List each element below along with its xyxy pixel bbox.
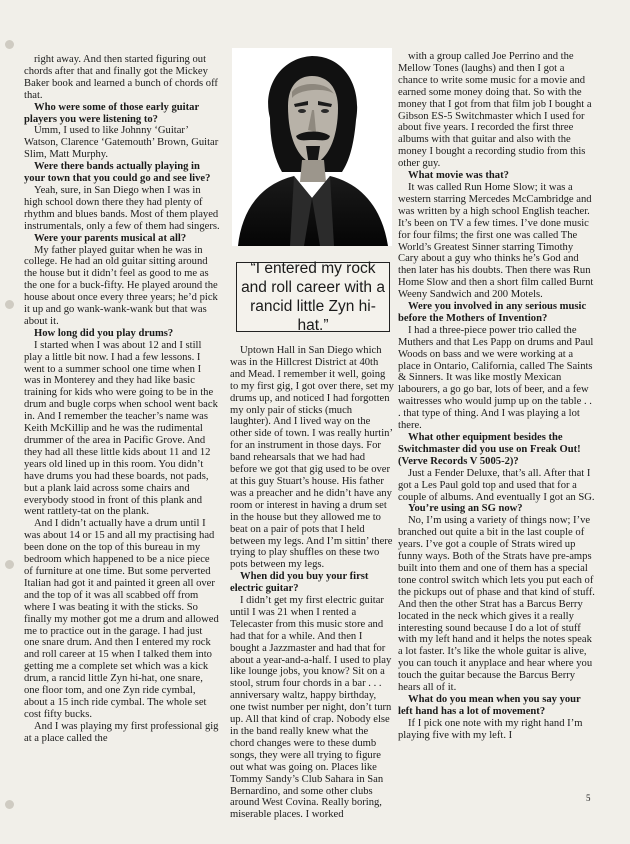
interview-question: What do you mean when you say your left hand has a lot of movement? <box>398 693 581 717</box>
interview-question: Who were some of those early guitar players you were listening to? <box>24 101 199 125</box>
interview-question: Were there bands actually playing in your town that you could go and see live? <box>24 161 211 185</box>
interview-question: Were you involved in any serious music before the Mothers of Invention? <box>398 301 587 324</box>
interview-paragraph: And I was playing my first professional gig at a place called the <box>24 720 219 744</box>
portrait-photo <box>232 48 392 246</box>
binding-hole <box>5 800 14 809</box>
article-column-3 <box>398 51 596 742</box>
interview-paragraph: Yeah, sure, in San Diego when I was in high school down there they had plenty of rhythm and blues bands. Most of them played instrumentals, only a few of them had singers. <box>24 184 220 232</box>
interview-paragraph: And I didn’t actually have a drum until I was about 14 or 15 and all my practising had been done on the top of this bureau in my bedroom which happened to be a nice piece of furniture at one time. But some perverted Italian had got it and painted it green all over and the top of it was all scabbed off from where I was beating it with the sticks. So finally my mother got me a drum and allowed me to practice out in the garage. I had just one snare drum. And then I entered my rock and roll career at 15 when I talked them into getting me a complete set which was a kick drum, a rancid little Zyn hi-hat, one snare, one floor tom, and one Zyn ride cymbal, about a 15 inch ride cymbal. The whole set cost fifty bucks. <box>24 518 219 720</box>
interview-paragraph: If I pick one note with my right hand I’m playing five with my left. I <box>398 717 583 741</box>
interview-paragraph: with a group called Joe Perrino and the Mellow Tones (laughs) and then I got a chance to write some music for a movie and earned some money doing that. So with the money that I got from that film job I bought a Gibson ES-5 Switchmaster which I used for about five years. I recorded the first three albums with that guitar and also with the money I bought a recording studio from this other guy. <box>398 51 592 170</box>
portrait-illustration <box>232 48 392 246</box>
interview-question: What movie was that? <box>408 170 509 182</box>
interview-question: When did you buy your first electric guitar? <box>230 571 369 595</box>
interview-paragraph: No, I’m using a variety of things now; I’ve branched out quite a bit in the last couple of years. I’ve got a couple of Strats wired up funny ways. Both of the Strats have pre-amps built into them and one of them has a special tone control switch which lets you put each of the pickups out of phase and that kind of stuff. And then the other Strat has a Barcus Berry located in the neck which gives it a really interesting sound because I do a lot of stuff with my left hand and it helps the notes speak a lot faster. It’s like the whole guitar is alive, you can touch it anyplace and hear where you touch the guitar because the Barcus Berry hears all of it. <box>398 515 595 694</box>
interview-paragraph: right away. And then started figuring out chords after that and finally got the Mickey Baker book and learned a bunch of chords off that. <box>24 54 218 101</box>
interview-paragraph: Uptown Hall in San Diego which was in the Hillcrest District at 40th and Mead. I remember it well, going to my first gig, I got over there, set my drums up, and noticed I had forgotten my only pair of sticks (much laughter). And I lived way on the other side of town. I was really hurtin’ for an instrument in those days. For band rehearsals that we had had before we got that gig used to be over at this guy Stuart’s house. His father was a preacher and he didn’t have any room or interest in having a drum set in the house but they allowed me to beat on a pair of pots that I held between my legs. And I’m sittin’ there trying to play shuffles on these two pots between my legs. <box>230 345 394 571</box>
article-column-1 <box>24 54 220 745</box>
interview-paragraph: Umm, I used to like Johnny ‘Guitar’ Watson, Clarence ‘Gatemouth’ Brown, Guitar Slim, Matt Murphy. <box>24 125 219 161</box>
page-number: 5 <box>586 793 591 803</box>
article-column-2 <box>230 345 394 821</box>
pull-quote: “I entered my rock and roll career with a rancid little Zyn hi-hat.” <box>236 262 390 332</box>
interview-paragraph: Just a Fender Deluxe, that’s all. After that I got a Les Paul gold top and used that for a couple of albums. And eventually I got an SG. <box>398 467 595 503</box>
interview-paragraph: I didn’t get my first electric guitar until I was 21 when I rented a Telecaster from this music store and had that for a while. And then I bought a Jazzmaster and had that for about a year-and-a-half. I used to play like lounge jobs, you know? Sit on a stool, strum four chords in a bar . . . anniversary waltz, happy birthday, one twist number per night, don’t turn up. All that kind of crap. Nobody else in the band really knew what the chord changes were to these dumb songs, they were all trying to figure out what was going on. Places like Tommy Sandy’s Club Sahara in San Bernardino, and some other clubs around West Covina. Really boring, miserable places. I worked <box>230 595 392 821</box>
binding-hole <box>5 300 14 309</box>
interview-paragraph: It was called Run Home Slow; it was a western starring Mercedes McCambridge and was written by a high school English teacher. It’s been on TV a few times. I’ve done music for four films; the first one was called The World’s Greatest Sinner starring Timothy Cary about a guy who thinks he’s God and then later has his doubts. Then there was Run Home Slow and then a short film called Burnt Weeny Sandwich and 200 Motels. <box>398 181 594 301</box>
binding-hole <box>5 560 14 569</box>
interview-question: Were your parents musical at all? <box>34 232 187 244</box>
interview-paragraph: I had a three-piece power trio called the Muthers and that Les Papp on drums and Paul Woods on bass and we were working at a place in Ontario, California, called The Saints & Sinners. It was like mostly Mexican labourers, a go go bar, lots of beer, and a few waitresses who would jump up on the table . . . that type of thing. And I was playing a lot there. <box>398 324 594 432</box>
interview-question: What other equipment besides the Switchmaster did you use on Freak Out! (Verve Records V 5005-2)? <box>398 432 581 467</box>
interview-paragraph: I started when I was about 12 and I still play a little bit now. I had a few lessons. I went to a summer school one time when I was in Monterey and they had like basic training for kids who were going to be in the drum and bugle corps when school went back in. And I remember the teacher’s name was Keith McKillip and he was the rudimental drummer of the area in Pacific Grove. And they had all these little kids about 11 and 12 years old lined up in this room. You didn’t have drums you had these boards, not pads, but a plank laid across some chairs and everybody stood in front of this plank and went rattlety-tat on the plank. <box>24 339 218 518</box>
interview-question: How long did you play drums? <box>34 327 174 339</box>
interview-question: You’re using an SG now? <box>408 503 523 515</box>
interview-paragraph: My father played guitar when he was in college. He had an old guitar sitting around the house but it didn’t feel as good to me as the one for a buck-fifty. He played around the house about once every three years; he’d pick it up and go wank-wank-wank but that was about it. <box>24 244 218 327</box>
binding-margin <box>0 0 22 844</box>
binding-hole <box>5 40 14 49</box>
